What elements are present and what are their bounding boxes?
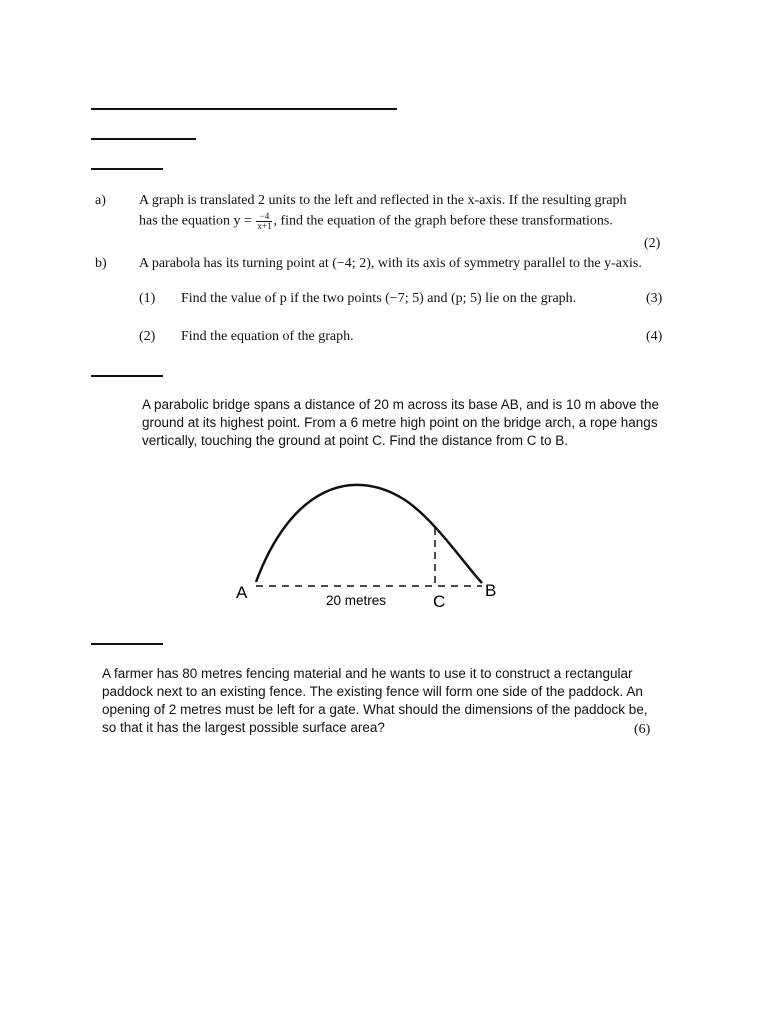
question-b-sub2-number: (2) <box>139 329 156 344</box>
point-c-label: C <box>433 592 446 611</box>
header-rule-medium <box>91 138 196 140</box>
header-rule-short <box>91 168 163 170</box>
bridge-question-line1: A parabolic bridge spans a distance of 20 m across its base AB, and is 10 m above the <box>142 397 660 412</box>
question-a-label: a) <box>95 193 106 208</box>
farmer-question-marks: (6) <box>634 722 651 737</box>
farmer-question-line4: so that it has the largest possible surface area? <box>102 720 385 735</box>
farmer-question-line2: paddock next to an existing fence. The existing fence will form one side of the paddock. An <box>102 684 643 699</box>
question-b-sub1-number: (1) <box>139 291 156 306</box>
section-rule-bridge <box>91 375 163 377</box>
question-b-label: b) <box>95 256 107 271</box>
section-rule-farmer <box>91 643 163 645</box>
base-width-label: 20 metres <box>326 593 387 608</box>
question-a-line2-pre: has the equation y = <box>139 213 252 229</box>
question-a-line2-post: , find the equation of the graph before these transformations. <box>273 213 613 229</box>
bridge-question-line2: ground at its highest point. From a 6 metre high point on the bridge arch, a rope hangs <box>142 415 658 430</box>
question-b-sub2-text: Find the equation of the graph. <box>181 329 354 344</box>
farmer-question-line3: opening of 2 metres must be left for a gate. What should the dimensions of the paddock be, <box>102 702 648 717</box>
equation-fraction <box>256 212 272 231</box>
question-a-line2 <box>139 212 613 231</box>
fraction-denominator: x+1 <box>257 221 272 231</box>
question-a-line1: A graph is translated 2 units to the left and reflected in the x-axis. If the resulting graph <box>139 193 627 208</box>
question-b-sub1-marks: (3) <box>646 291 663 306</box>
point-b-label: B <box>485 581 497 600</box>
point-a-label: A <box>236 583 248 602</box>
fraction-numerator: −4 <box>256 212 272 222</box>
farmer-question-line1: A farmer has 80 metres fencing material and he wants to use it to construct a rectangular <box>102 666 633 681</box>
bridge-arch <box>256 485 482 583</box>
bridge-diagram <box>230 470 510 615</box>
question-b-text: A parabola has its turning point at (−4; 2), with its axis of symmetry parallel to the y-axis. <box>139 256 642 271</box>
header-rule-long <box>91 108 397 110</box>
question-b-sub1-text: Find the value of p if the two points (−7; 5) and (p; 5) lie on the graph. <box>181 291 577 306</box>
question-b-sub2-marks: (4) <box>646 329 663 344</box>
question-a-marks: (2) <box>644 236 661 251</box>
bridge-question-line3: vertically, touching the ground at point C. Find the distance from C to B. <box>142 433 568 448</box>
